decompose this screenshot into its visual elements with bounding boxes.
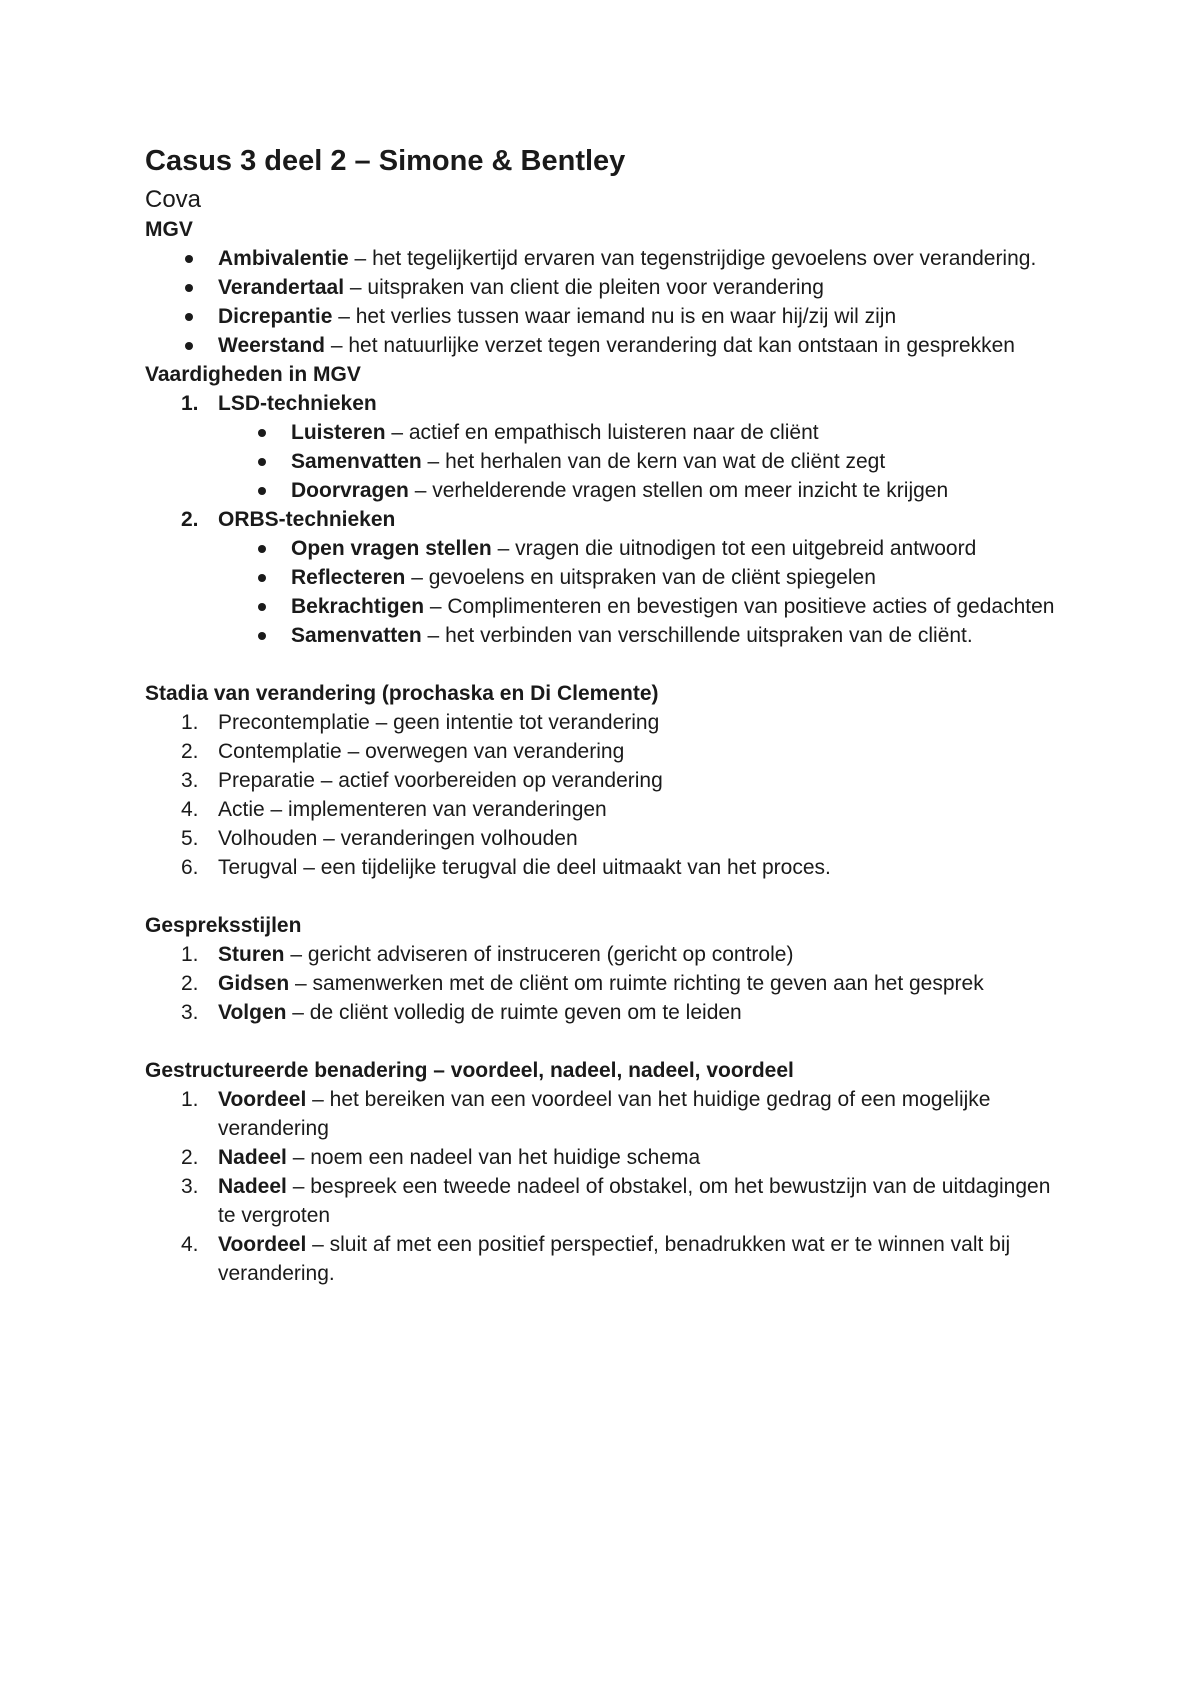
list-item — [145, 302, 1065, 331]
definition: – gericht adviseren of instruceren (gericht op controle) — [284, 943, 794, 966]
section-heading: MGV — [145, 218, 193, 241]
list-item — [145, 824, 1065, 853]
list-number: 1. — [181, 1088, 199, 1111]
sub-list-item — [145, 592, 1065, 621]
term: Luisteren — [291, 421, 386, 444]
document-page — [145, 143, 1065, 1288]
definition: – bespreek een tweede nadeel of obstakel, om het bewustzijn van de uitdagingen te vergroten — [218, 1175, 1051, 1227]
document-subtitle: Cova — [145, 186, 202, 213]
mgv-list — [145, 244, 1065, 360]
list-item — [145, 1172, 1065, 1230]
sub-list-item — [145, 621, 1065, 650]
definition: – het herhalen van de kern van wat de cliënt zegt — [421, 450, 886, 473]
term: Volgen — [218, 1001, 287, 1024]
section-heading: Gestructureerde benadering – voordeel, nadeel, nadeel, voordeel — [145, 1059, 794, 1082]
term: Doorvragen — [291, 479, 409, 502]
term: Bekrachtigen — [291, 595, 425, 618]
term: Verandertaal — [218, 276, 345, 299]
definition: – het natuurlijke verzet tegen verandering dat kan ontstaan in gesprekken — [324, 334, 1015, 357]
list-item — [145, 969, 1065, 998]
spacer — [145, 882, 1065, 911]
sub-list-item — [145, 534, 1065, 563]
list-number: 3. — [181, 769, 199, 792]
item-text: Terugval – een tijdelijke terugval die deel uitmaakt van het proces. — [218, 856, 831, 879]
list-number: 1. — [181, 943, 199, 966]
group-label: ORBS-technieken — [218, 508, 396, 531]
list-item — [145, 766, 1065, 795]
definition: – Complimenteren en bevestigen van positieve acties of gedachten — [424, 595, 1055, 618]
term: Gidsen — [218, 972, 290, 995]
definition: – de cliënt volledig de ruimte geven om te leiden — [286, 1001, 742, 1024]
term: Open vragen stellen — [291, 537, 492, 560]
list-number: 3. — [181, 1175, 199, 1198]
list-number: 3. — [181, 1001, 199, 1024]
vaardigheden-list — [145, 389, 1065, 650]
list-item — [145, 1143, 1065, 1172]
list-item — [145, 737, 1065, 766]
list-item — [145, 1230, 1065, 1288]
stadia-list — [145, 708, 1065, 882]
section-mgv — [145, 215, 1065, 360]
term: Ambivalentie — [218, 247, 349, 270]
definition: – het bereiken van een voordeel van het huidige gedrag of een mogelijke verandering — [218, 1088, 991, 1140]
list-item — [145, 708, 1065, 737]
document-title: Casus 3 deel 2 – Simone & Bentley — [145, 145, 626, 177]
definition: – samenwerken met de cliënt om ruimte richting te geven aan het gesprek — [289, 972, 984, 995]
term: Voordeel — [218, 1088, 307, 1111]
group-label: LSD-technieken — [218, 392, 377, 415]
benadering-list — [145, 1085, 1065, 1288]
item-text: Actie – implementeren van veranderingen — [218, 798, 607, 821]
list-number: 4. — [181, 1233, 199, 1256]
term: Voordeel — [218, 1233, 307, 1256]
definition: – uitspraken van client die pleiten voor verandering — [344, 276, 824, 299]
section-benadering — [145, 1056, 1065, 1288]
item-text: Contemplatie – overwegen van verandering — [218, 740, 625, 763]
item-text: Precontemplatie – geen intentie tot verandering — [218, 711, 660, 734]
sub-list-item — [145, 563, 1065, 592]
term: Sturen — [218, 943, 285, 966]
definition: – noem een nadeel van het huidige schema — [286, 1146, 701, 1169]
list-number: 2. — [181, 972, 199, 995]
definition: – vragen die uitnodigen tot een uitgebreid antwoord — [491, 537, 977, 560]
term: Weerstand — [218, 334, 325, 357]
list-number: 2. — [181, 508, 199, 531]
term: Nadeel — [218, 1146, 287, 1169]
list-item — [145, 505, 1065, 534]
list-item — [145, 273, 1065, 302]
definition: – sluit af met een positief perspectief, benadrukken wat er te winnen valt bij verandering. — [218, 1233, 1011, 1285]
term: Samenvatten — [291, 624, 422, 647]
list-number: 5. — [181, 827, 199, 850]
list-number: 2. — [181, 1146, 199, 1169]
term: Reflecteren — [291, 566, 406, 589]
list-number: 6. — [181, 856, 199, 879]
section-heading: Gespreksstijlen — [145, 914, 302, 937]
list-number: 2. — [181, 740, 199, 763]
definition: – het verbinden van verschillende uitspraken van de cliënt. — [421, 624, 973, 647]
item-text: Preparatie – actief voorbereiden op verandering — [218, 769, 663, 792]
term: Dicrepantie — [218, 305, 333, 328]
list-number: 1. — [181, 392, 199, 415]
spacer — [145, 1027, 1065, 1056]
definition: – het tegelijkertijd ervaren van tegenstrijdige gevoelens over verandering. — [348, 247, 1037, 270]
list-item — [145, 244, 1065, 273]
list-item — [145, 1085, 1065, 1143]
list-item — [145, 795, 1065, 824]
section-vaardigheden — [145, 360, 1065, 650]
spacer — [145, 650, 1065, 679]
definition: – het verlies tussen waar iemand nu is en waar hij/zij wil zijn — [332, 305, 897, 328]
list-item — [145, 940, 1065, 969]
section-stadia — [145, 679, 1065, 882]
list-item — [145, 998, 1065, 1027]
list-item — [145, 389, 1065, 418]
list-item — [145, 331, 1065, 360]
sub-list-item — [145, 418, 1065, 447]
definition: – verhelderende vragen stellen om meer inzicht te krijgen — [408, 479, 949, 502]
list-item — [145, 853, 1065, 882]
sub-list-item — [145, 447, 1065, 476]
section-heading: Vaardigheden in MGV — [145, 363, 361, 386]
gespreksstijlen-list — [145, 940, 1065, 1027]
definition: – actief en empathisch luisteren naar de cliënt — [385, 421, 819, 444]
term: Nadeel — [218, 1175, 287, 1198]
term: Samenvatten — [291, 450, 422, 473]
section-heading: Stadia van verandering (prochaska en Di Clemente) — [145, 682, 659, 705]
list-number: 1. — [181, 711, 199, 734]
section-gespreksstijlen — [145, 911, 1065, 1027]
item-text: Volhouden – veranderingen volhouden — [218, 827, 578, 850]
sub-list-item — [145, 476, 1065, 505]
list-number: 4. — [181, 798, 199, 821]
definition: – gevoelens en uitspraken van de cliënt spiegelen — [405, 566, 876, 589]
